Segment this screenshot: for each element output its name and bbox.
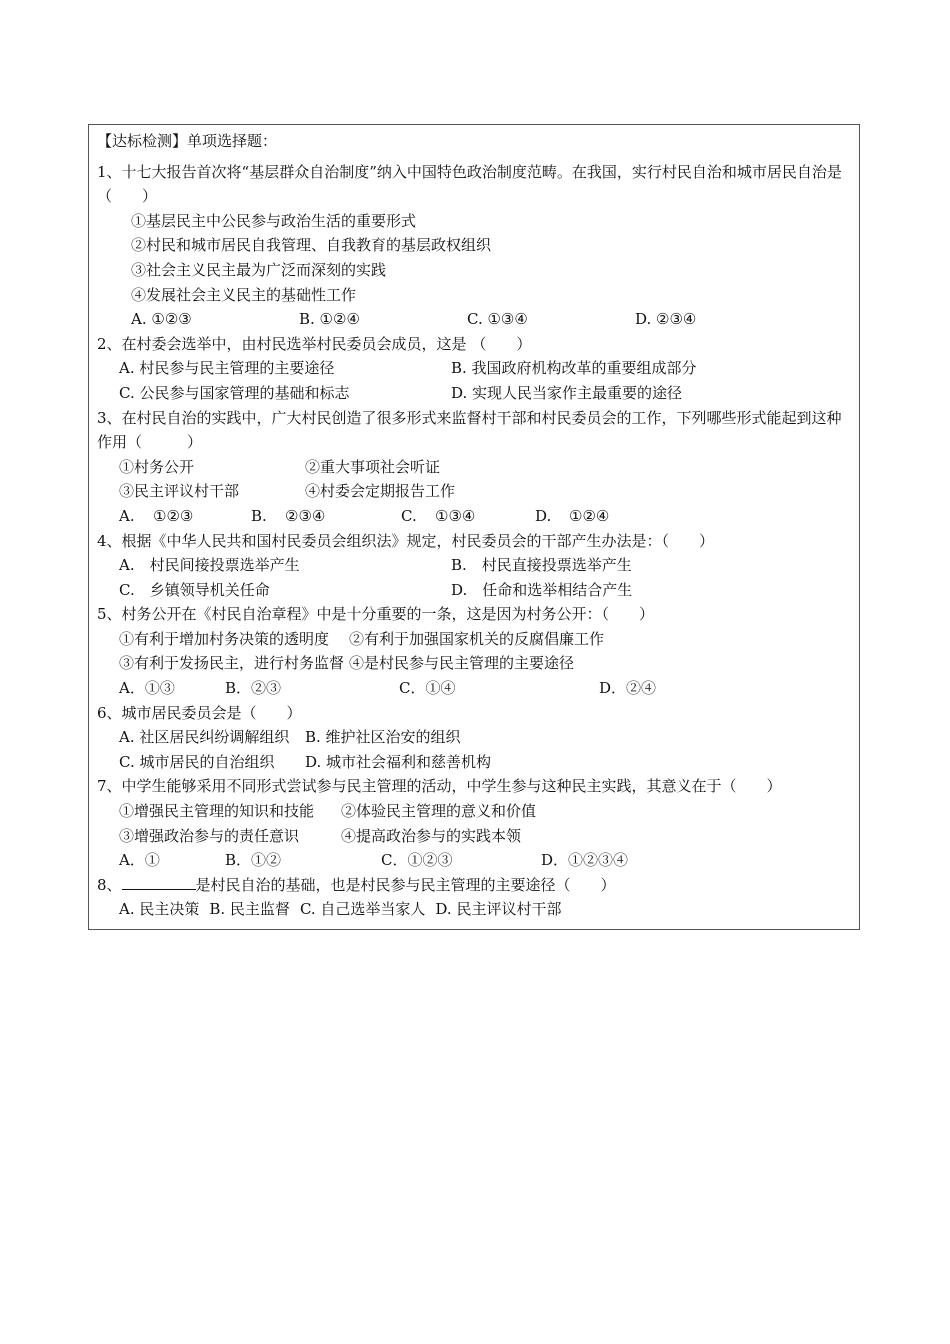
question-8-number: 8、 — [97, 875, 122, 894]
option-c: C．①④ — [399, 679, 456, 698]
option-c: C. ①③④ — [467, 310, 528, 329]
option-a: A. 社区居民纠纷调解组织 — [119, 728, 290, 747]
question-7-options — [97, 848, 851, 873]
fill-blank — [122, 875, 196, 890]
question-3-item: ④村委会定期报告工作 — [305, 482, 456, 501]
option-d: D．②④ — [599, 679, 657, 698]
question-5-item: ③有利于发扬民主，进行村务监督 — [119, 654, 345, 673]
question-7-items — [97, 824, 851, 849]
option-a-letter: A. — [119, 506, 135, 525]
question-4-options — [97, 578, 851, 603]
question-8-options — [97, 897, 851, 922]
option-c-letter: C. — [401, 506, 417, 525]
question-2-options — [97, 356, 851, 381]
question-3-items — [97, 455, 851, 480]
question-6-options — [97, 750, 851, 775]
question-8-stem — [97, 873, 851, 898]
question-1-item: ④发展社会主义民主的基础性工作 — [131, 285, 357, 304]
option-b: B. 村民直接投票选举产生 — [451, 556, 632, 575]
option-b: B. 民主监督 — [209, 900, 290, 919]
question-2-options — [97, 381, 851, 406]
option-a: A. 村民参与民主管理的主要途径 — [119, 359, 335, 378]
question-5-item: ④是村民参与民主管理的主要途径 — [349, 654, 575, 673]
option-c: C. 乡镇领导机关任命 — [119, 580, 270, 599]
option-c: C．①②③ — [381, 851, 453, 870]
question-1-options — [97, 307, 851, 332]
question-1-stem: 1、十七大报告首次将“基层群众自治制度”纳入中国特色政治制度范畴。在我国，实行村民自治和城市居民自治是 （ ） — [97, 162, 842, 206]
question-7-stem: 7、中学生能够采用不同形式尝试参与民主管理的活动，中学生参与这种民主实践，其意义在于（ ） — [97, 777, 782, 796]
option-d: D．①②③④ — [541, 851, 629, 870]
question-1-item: ①基层民主中公民参与政治生活的重要形式 — [131, 211, 417, 230]
question-8-text: 是村民自治的基础，也是村民参与民主管理的主要途径（ ） — [195, 875, 616, 894]
question-7-item: ①增强民主管理的知识和技能 — [119, 802, 315, 821]
option-a: A．①③ — [119, 679, 175, 698]
option-b: B. 我国政府机构改革的重要组成部分 — [451, 359, 697, 378]
question-3-items — [97, 479, 851, 504]
option-a: A. ①②③ — [131, 310, 192, 329]
question-4-stem: 4、根据《中华人民共和国村民委员会组织法》规定，村民委员会的干部产生办法是：（ ） — [97, 531, 715, 550]
option-d: D. 民主评议村干部 — [435, 900, 562, 919]
option-a: ①②③ — [153, 506, 194, 525]
question-5-item: ①有利于增加村务决策的透明度 — [119, 629, 330, 648]
question-5-item: ②有利于加强国家机关的反腐倡廉工作 — [349, 629, 605, 648]
question-5-options — [97, 676, 851, 701]
question-5-items — [97, 651, 851, 676]
question-1-item: ②村民和城市居民自我管理、自我教育的基层政权组织 — [131, 236, 492, 255]
option-b: B．②③ — [225, 679, 282, 698]
question-5-items — [97, 627, 851, 652]
option-c: C. 城市居民的自治组织 — [119, 752, 275, 771]
question-6-options — [97, 725, 851, 750]
question-5-stem: 5、村务公开在《村民自治章程》中是十分重要的一条，这是因为村务公开：（ ） — [97, 605, 655, 624]
question-3-stem: 3、在村民自治的实践中，广大村民创造了很多形式来监督村干部和村民委员会的工作，下列哪些形式能起到这种作用（ ） — [97, 408, 842, 452]
option-d: D. 实现人民当家作主最重要的途径 — [451, 383, 683, 402]
option-d-letter: D. — [535, 506, 552, 525]
question-2-stem: 2、在村委会选举中，由村民选举村民委员会成员，这是 （ ） — [97, 334, 532, 353]
question-7-item: ②体验民主管理的意义和价值 — [341, 802, 537, 821]
option-d: D. ②③④ — [635, 310, 697, 329]
question-3-options — [97, 504, 851, 529]
question-3-item: ①村务公开 — [119, 457, 195, 476]
question-6-stem: 6、城市居民委员会是（ ） — [97, 703, 302, 722]
question-4-options — [97, 553, 851, 578]
option-c: C. 公民参与国家管理的基础和标志 — [119, 383, 350, 402]
question-7-item: ④提高政治参与的实践本领 — [341, 826, 522, 845]
section-header: 【达标检测】单项选择题： — [97, 132, 278, 150]
option-c: ①③④ — [435, 506, 476, 525]
question-3-item: ②重大事项社会听证 — [305, 457, 441, 476]
exercise-box — [88, 124, 860, 930]
option-b-letter: B. — [251, 506, 267, 525]
option-b: B. 维护社区治安的组织 — [305, 728, 461, 747]
option-a: A．① — [119, 851, 160, 870]
option-a: A. 村民间接投票选举产生 — [119, 556, 300, 575]
option-b: B. ①②④ — [299, 310, 360, 329]
question-7-items — [97, 799, 851, 824]
option-b: B．①② — [225, 851, 282, 870]
option-d: D. 城市社会福利和慈善机构 — [305, 752, 492, 771]
option-d: ①②④ — [569, 506, 610, 525]
question-3-item: ③民主评议村干部 — [119, 482, 240, 501]
option-b: ②③④ — [285, 506, 326, 525]
option-c: C. 自己选举当家人 — [299, 900, 426, 919]
option-a: A. 民主决策 — [119, 900, 200, 919]
question-1-item: ③社会主义民主最为广泛而深刻的实践 — [131, 260, 387, 279]
option-d: D. 任命和选举相结合产生 — [451, 580, 633, 599]
question-7-item: ③增强政治参与的责任意识 — [119, 826, 300, 845]
